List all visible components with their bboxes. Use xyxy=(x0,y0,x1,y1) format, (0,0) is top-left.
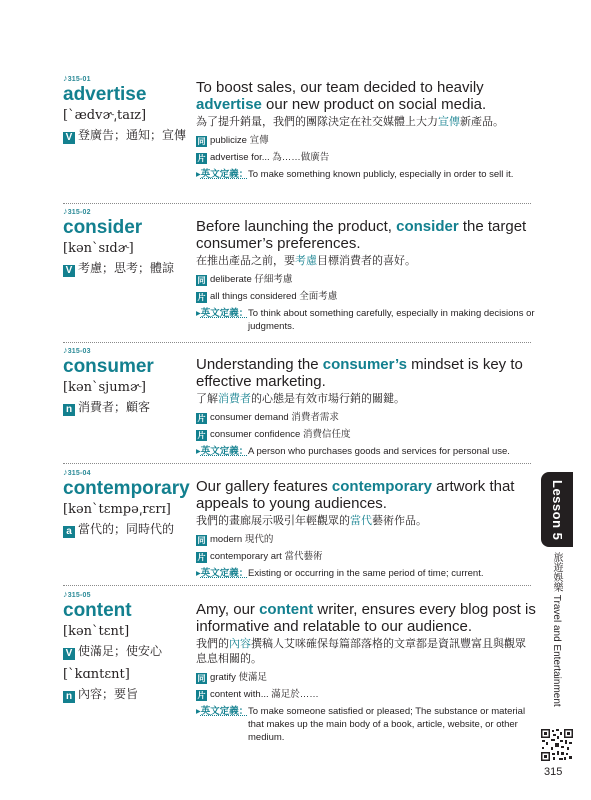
phonetic: [kənˋtɛnt] xyxy=(63,624,130,639)
music-note-icon: ♪ xyxy=(63,589,68,599)
lesson-theme: 旅遊娛樂 Travel and Entertainment xyxy=(551,552,562,707)
music-note-icon: ♪ xyxy=(63,206,68,216)
example-sentence: Our gallery features contemporary artwork that appeals to young audiences. xyxy=(196,478,515,512)
headword: consider xyxy=(63,217,143,238)
pos-meaning: 考慮；思考；體諒 xyxy=(78,261,175,275)
pos-meaning: 內容；要旨 xyxy=(78,687,139,701)
entry-headword-block xyxy=(63,589,191,703)
part-of-speech-alt xyxy=(63,685,191,703)
part-of-speech xyxy=(63,126,191,144)
part-of-speech xyxy=(63,642,191,660)
part-of-speech xyxy=(63,398,191,416)
example-translation: 為了提升銷量，我們的團隊決定在社交媒體上大力宣傳新產品。 xyxy=(196,116,504,128)
synonym-row: 同 deliberate 仔細考慮 xyxy=(197,274,293,285)
audio-track-code: ♪315-02 xyxy=(63,206,91,216)
qr-code-icon xyxy=(541,729,573,761)
entry-headword-block xyxy=(63,345,191,416)
phrase-row: 片 consumer confidence 消費信任度 xyxy=(197,429,351,440)
phonetic-alt: [ˋkɑntɛnt] xyxy=(63,667,130,682)
definition-label: ▸英文定義： xyxy=(196,169,249,180)
music-note-icon: ♪ xyxy=(63,345,68,355)
entry-divider xyxy=(63,342,531,343)
entry-headword-block xyxy=(63,467,191,538)
english-definition: ▸英文定義： To make someone satisfied or pleased; The substance or material that makes up the main body of a book, article, website, or other medium. xyxy=(196,706,526,743)
entry-headword-block xyxy=(63,206,191,277)
phonetic: [kənˋsjumɚ] xyxy=(63,380,146,395)
example-translation: 我們的內容撰稿人艾咪確保每篇部落格的文章都是資訊豐富且與觀眾息息相關的。 xyxy=(196,638,526,665)
phrase-row: 片 contemporary art 當代藝術 xyxy=(197,551,323,562)
pos-badge: a xyxy=(63,526,75,538)
headword: consumer xyxy=(63,356,154,377)
pos-meaning: 當代的；同時代的 xyxy=(78,522,175,536)
audio-track-code: ♪315-03 xyxy=(63,345,91,355)
definition-label: ▸英文定義： xyxy=(196,446,249,457)
page-number: 315 xyxy=(544,766,563,778)
phrase-tag: 片 xyxy=(197,553,206,562)
synonym-tag: 同 xyxy=(197,276,206,285)
english-definition: ▸英文定義： A person who purchases goods and services for personal use. xyxy=(196,446,510,457)
example-sentence: To boost sales, our team decided to heavily advertise our new product on social media. xyxy=(196,79,487,113)
phonetic: [kənˋsɪdɚ] xyxy=(63,241,134,256)
headword: advertise xyxy=(63,84,147,105)
definition-label: ▸英文定義： xyxy=(196,568,249,579)
music-note-icon: ♪ xyxy=(63,73,68,83)
synonym-row: 同 modern 現代的 xyxy=(197,534,274,545)
entry-example-block xyxy=(196,601,536,744)
phrase-tag: 片 xyxy=(197,414,206,423)
pos-badge: V xyxy=(63,132,75,144)
entry-example-block xyxy=(196,218,536,333)
synonym-tag: 同 xyxy=(197,536,206,545)
example-translation: 了解消費者的心態是有效市場行銷的關鍵。 xyxy=(196,393,405,405)
phrase-tag: 片 xyxy=(197,431,206,440)
synonym-tag: 同 xyxy=(197,137,206,146)
entry-divider xyxy=(63,463,531,464)
example-sentence: Understanding the consumer’s mindset is key to effective marketing. xyxy=(196,356,523,390)
pos-meaning: 登廣告；通知；宣傳 xyxy=(78,128,187,142)
synonym-row: 同 gratify 使滿足 xyxy=(197,672,268,683)
entry-divider xyxy=(63,203,531,204)
pos-meaning: 使滿足；使安心 xyxy=(78,644,163,658)
english-definition: ▸英文定義： Existing or occurring in the same period of time; current. xyxy=(196,568,484,579)
audio-track-code: ♪315-01 xyxy=(63,73,91,83)
english-definition: ▸英文定義： To think about something carefully, especially in making decisions or judgments. xyxy=(196,308,535,332)
entry-example-block xyxy=(196,478,536,580)
music-note-icon: ♪ xyxy=(63,467,68,477)
phrase-tag: 片 xyxy=(197,691,206,700)
pos-meaning: 消費者；顧客 xyxy=(78,400,151,414)
lesson-label: Lesson 5 xyxy=(550,480,565,541)
phrase-row: 片 advertise for... 為……做廣告 xyxy=(197,152,330,163)
phonetic: [kənˋtɛmpə͵rɛrɪ] xyxy=(63,502,171,517)
pos-badge: V xyxy=(63,648,75,660)
example-translation: 我們的畫廊展示吸引年輕觀眾的當代藝術作品。 xyxy=(196,515,427,527)
headword: contemporary xyxy=(63,478,190,499)
entry-example-block xyxy=(196,79,536,181)
entry-headword-block xyxy=(63,73,191,144)
pos-badge: n xyxy=(63,404,75,416)
entry-divider xyxy=(63,585,531,586)
definition-label: ▸英文定義： xyxy=(196,706,249,717)
audio-track-code: ♪315-04 xyxy=(63,467,91,477)
phrase-tag: 片 xyxy=(197,293,206,302)
phrase-tag: 片 xyxy=(197,154,206,163)
lesson-tab xyxy=(541,472,573,547)
phrase-row: 片 consumer demand 消費者需求 xyxy=(197,412,339,423)
phonetic: [ˋædvɚ͵taɪz] xyxy=(63,108,147,123)
example-translation: 在推出產品之前，要考慮目標消費者的喜好。 xyxy=(196,255,416,267)
phrase-row: 片 all things considered 全面考慮 xyxy=(197,291,338,302)
synonym-tag: 同 xyxy=(197,674,206,683)
audio-track-code: ♪315-05 xyxy=(63,589,91,599)
phrase-row: 片 content with... 滿足於…… xyxy=(197,689,319,700)
example-sentence: Before launching the product, consider the target consumer’s preferences. xyxy=(196,218,527,252)
part-of-speech xyxy=(63,259,191,277)
example-sentence: Amy, our content writer, ensures every blog post is informative and relatable to our audience. xyxy=(196,601,536,635)
pos-badge: V xyxy=(63,265,75,277)
entry-example-block xyxy=(196,356,536,458)
pos-badge: n xyxy=(63,691,75,703)
part-of-speech xyxy=(63,520,191,538)
synonym-row: 同 publicize 宣傳 xyxy=(197,135,269,146)
definition-label: ▸英文定義： xyxy=(196,308,249,319)
english-definition: ▸英文定義： To make something known publicly, especially in order to sell it. xyxy=(196,169,514,180)
headword: content xyxy=(63,600,132,621)
